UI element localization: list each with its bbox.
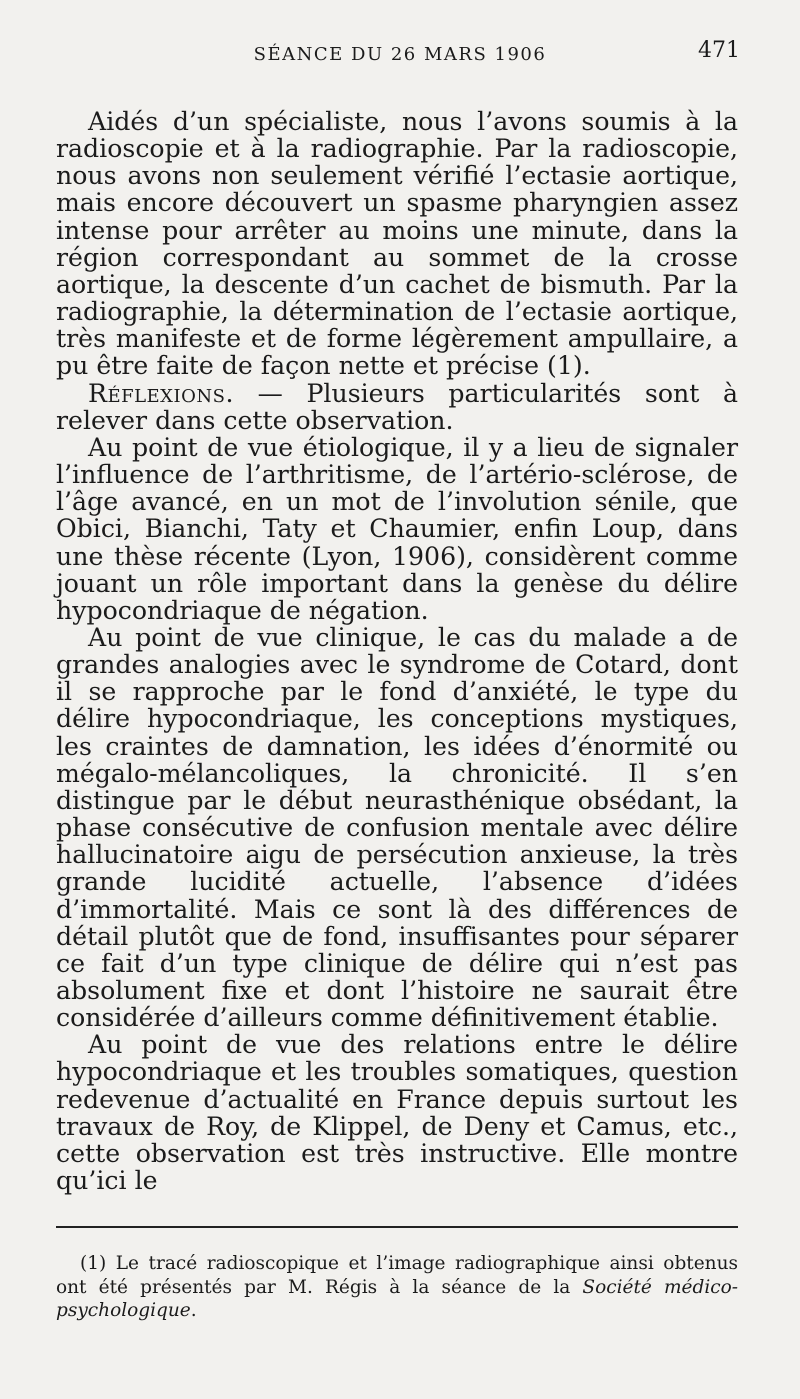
paragraph-somatic: Au point de vue des relations entre le délire hypocondriaque et les troubles somatiques, question redevenue d’actualité en France depuis surtout les travaux de Roy, de Klippel, de Deny et Camus, etc., cette observation est très instructive. Elle montre qu’ici le	[56, 1030, 738, 1196]
body-text	[56, 108, 738, 1194]
paragraph-radioscopy: Aidés d’un spécialiste, nous l’avons soumis à la radioscopie et à la radiographie. Par la radioscopie, nous avons non seulement vérifié l’ectasie aortique, mais encore découvert un spasme pharyngien assez intense pour arrêter au moins une minute, dans la région correspondant au sommet de la crosse aortique, la descente d’un cachet de bismuth. Par la radiographie, la détermination de l’ectasie aortique, très manifeste et de forme légèrement ampullaire, a pu être faite de façon nette et précise (1).	[56, 107, 738, 381]
footnote-end: .	[190, 1300, 197, 1322]
reflexions-label: Réflexions.	[88, 378, 234, 408]
footnote-divider	[56, 1226, 738, 1228]
running-title: SÉANCE DU 26 MARS 1906	[253, 44, 547, 65]
paragraph-clinical: Au point de vue clinique, le cas du malade a de grandes analogies avec le syndrome de Cotard, dont il se rapproche par le fond d’anxiété, le type du délire hypocondriaque, les conceptions mystiques, les craintes de damnation, les idées d’énormité ou mégalo-mélancoliques, la chronicité. Il s’en distingue par le début neurasthénique obsédant, la phase consécutive de confusion mentale avec délire hallucinatoire aigu de persécution anxieuse, la très grande lucidité actuelle, l’absence d’idées d’immortalité. Mais ce sont là des différences de détail plutôt que de fond, insuffisantes pour séparer ce fait d’un type clinique de délire qui n’est pas absolument fixe et dont l’histoire ne saurait être considérée d’ailleurs comme définitivement établie.	[56, 622, 738, 1033]
footnote-text: (1) Le tracé radioscopique et l’image radiographique ainsi obtenus ont été présentés par M. Régis à la séance de la	[56, 1253, 738, 1298]
paragraph-reflexions	[56, 380, 738, 434]
page-number: 471	[698, 38, 740, 63]
running-head	[56, 38, 738, 78]
reflexions-text: — Plusieurs particularités sont à relever dans cette observation.	[56, 378, 738, 435]
footnote-italic: Société médico-psychologique	[56, 1276, 738, 1322]
footnote	[56, 1252, 738, 1323]
paragraph-etiology: Au point de vue étiologique, il y a lieu de signaler l’influence de l’arthritisme, de l’artério-sclérose, de l’âge avancé, en un mot de l’involution sénile, que Obici, Bianchi, Taty et Chaumier, enfin Loup, dans une thèse récente (Lyon, 1906), considèrent comme jouant un rôle important dans la genèse du délire hypocondriaque de négation.	[56, 432, 738, 625]
